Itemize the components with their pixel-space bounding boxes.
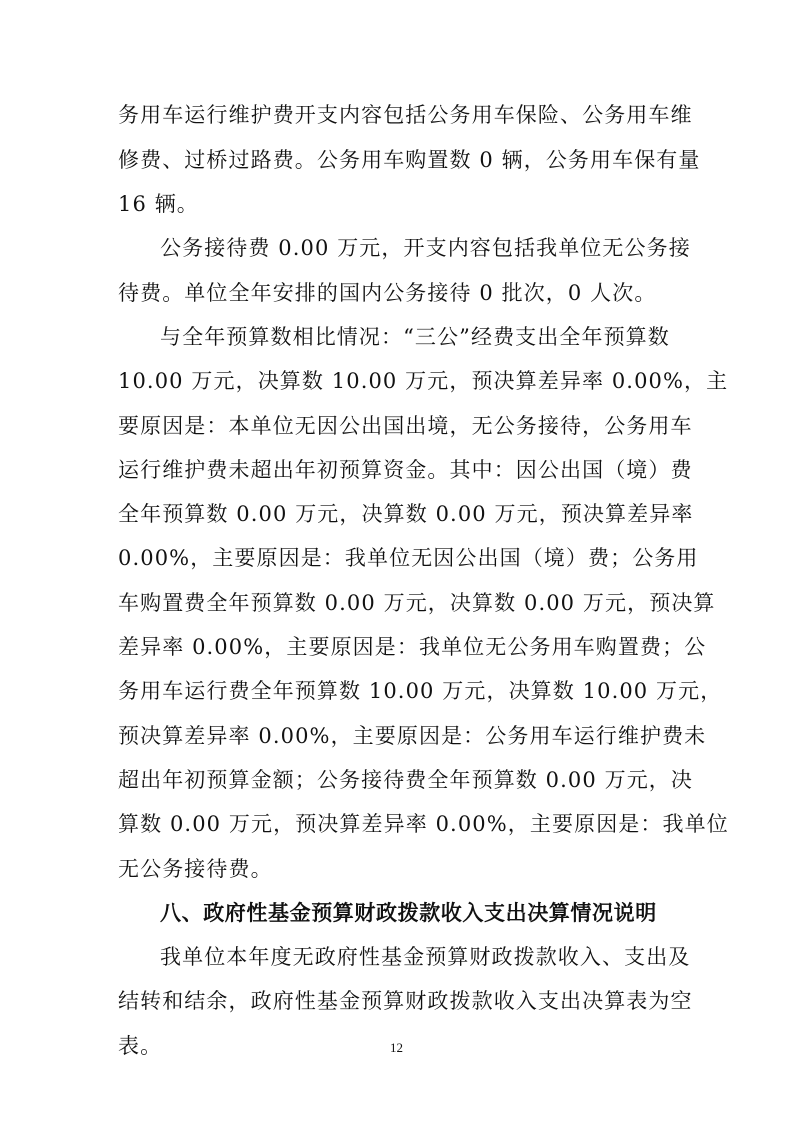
- body-text-line: 0.00%，主要原因是：我单位无因公出国（境）费；公务用: [118, 546, 699, 570]
- body-text-line: 差异率 0.00%，主要原因是：我单位无公务用车购置费；公: [118, 635, 707, 659]
- body-text-line: 全年预算数 0.00 万元，决算数 0.00 万元，预决算差异率: [118, 502, 694, 526]
- body-text-line: 务用车运行费全年预算数 10.00 万元，决算数 10.00 万元，: [118, 679, 723, 703]
- paragraph-start-line: 我单位本年度无政府性基金预算财政拨款收入、支出及: [160, 945, 691, 969]
- body-text-line: 超出年初预算金额；公务接待费全年预算数 0.00 万元，决: [118, 768, 694, 792]
- paragraph-start-line: 公务接待费 0.00 万元，开支内容包括我单位无公务接: [160, 236, 691, 260]
- section-heading: 八、政府性基金预算财政拨款收入支出决算情况说明: [160, 901, 657, 925]
- body-text-line: 要原因是：本单位无因公出国出境，无公务接待，公务用车: [118, 414, 693, 438]
- body-text-line: 表。: [118, 1034, 163, 1058]
- body-text-line: 10.00 万元，决算数 10.00 万元，预决算差异率 0.00%，主: [118, 369, 729, 393]
- body-text-line: 车购置费全年预算数 0.00 万元，决算数 0.00 万元，预决算: [118, 591, 716, 615]
- body-text-line: 16 辆。: [118, 192, 199, 216]
- page-number: 12: [390, 1040, 403, 1055]
- body-text-line: 预决算差异率 0.00%，主要原因是：公务用车运行维护费未: [118, 724, 707, 748]
- body-text-line: 算数 0.00 万元，预决算差异率 0.00%，主要原因是：我单位: [118, 812, 729, 836]
- body-text-line: 务用车运行维护费开支内容包括公务用车保险、公务用车维: [118, 103, 693, 127]
- body-text-line: 运行维护费未超出年初预算资金。其中：因公出国（境）费: [118, 458, 693, 482]
- body-text-line: 修费、过桥过路费。公务用车购置数 0 辆，公务用车保有量: [118, 148, 701, 172]
- body-text-line: 无公务接待费。: [118, 857, 273, 881]
- paragraph-start-line: 与全年预算数相比情况：“三公”经费支出全年预算数: [160, 325, 670, 349]
- body-text-line: 结转和结余，政府性基金预算财政拨款收入支出决算表为空: [118, 989, 693, 1013]
- body-text-line: 待费。单位全年安排的国内公务接待 0 批次，0 人次。: [118, 281, 657, 305]
